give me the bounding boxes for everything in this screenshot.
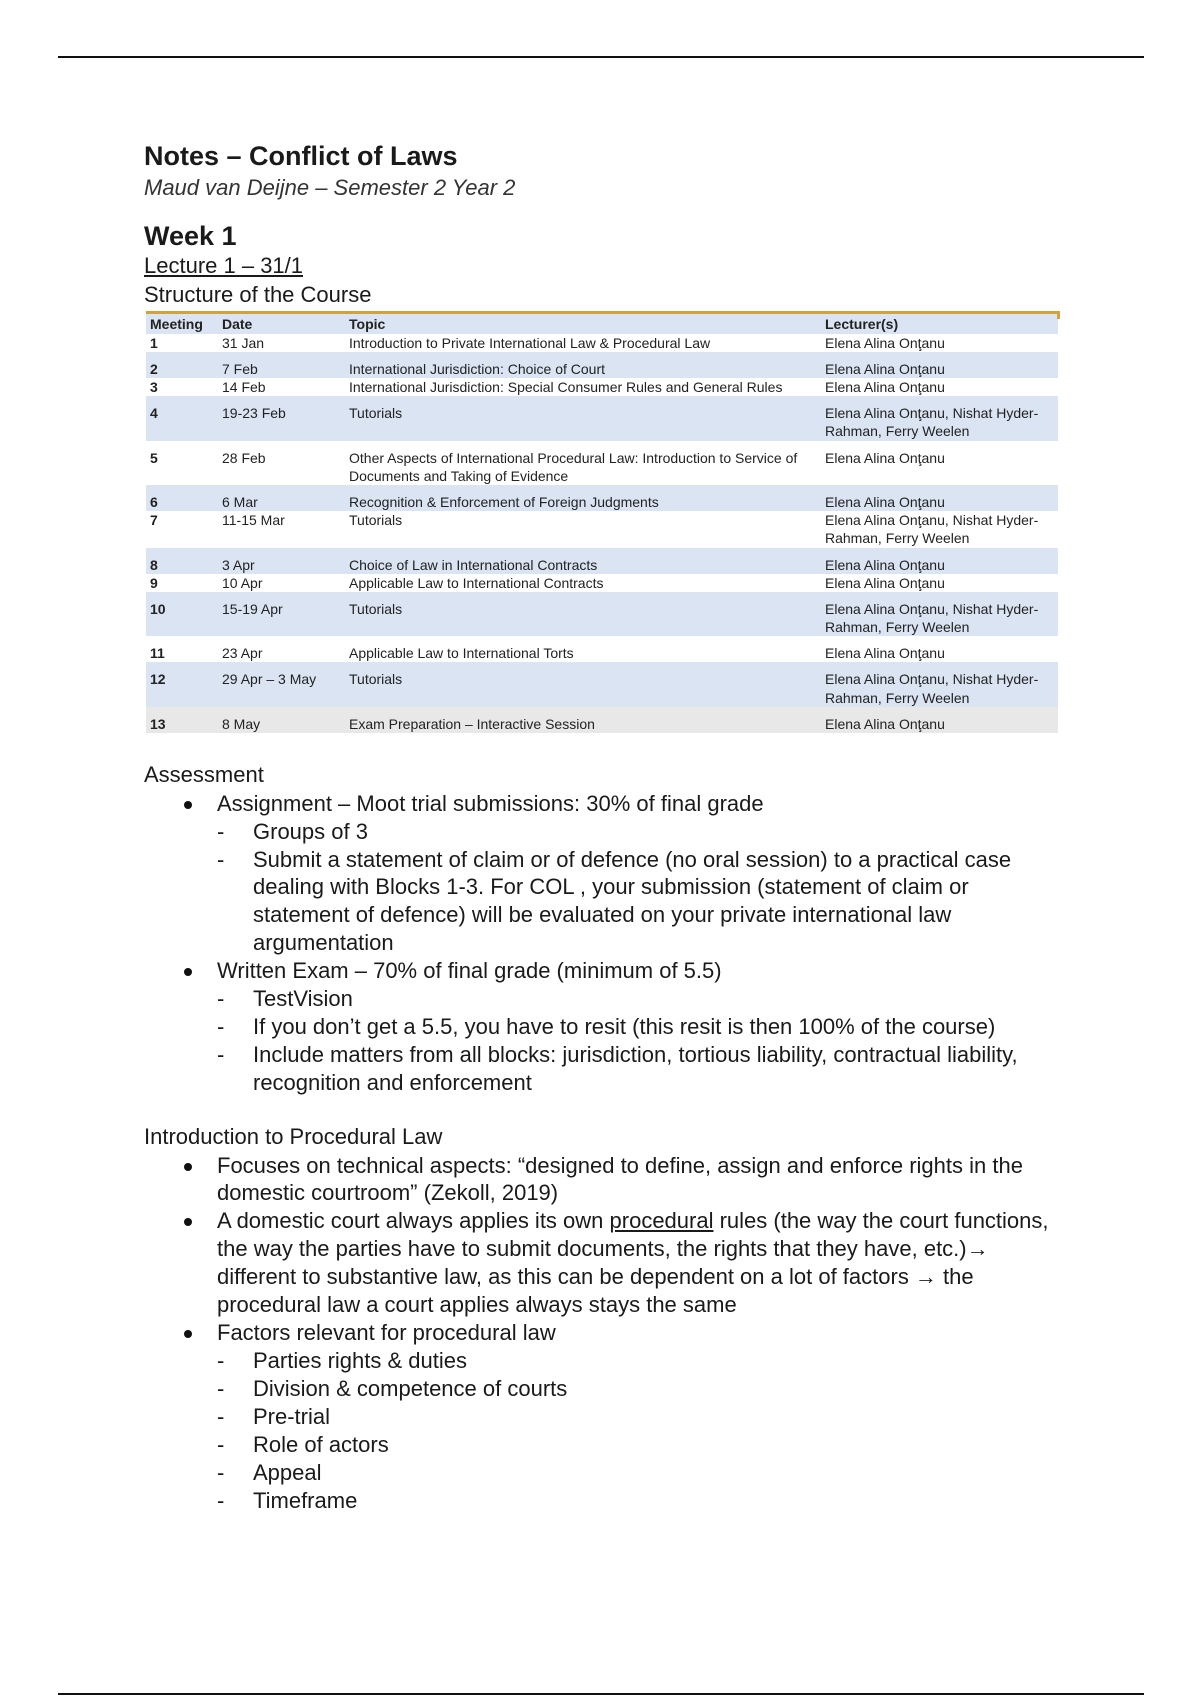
cell-lecturer: Elena Alina Onţanu, Nishat Hyder-Rahman, Ferry Weelen	[821, 592, 1058, 636]
list-item	[217, 1013, 1064, 1041]
cell-topic: Tutorials	[345, 662, 821, 706]
dash-icon: -	[217, 1376, 225, 1402]
cell-topic: Choice of Law in International Contracts	[345, 548, 821, 574]
table-row	[146, 485, 1058, 511]
factor-text: Role of actors	[253, 1431, 389, 1457]
cell-meeting: 11	[150, 645, 165, 662]
procedural-item-text: Factors relevant for procedural law	[217, 1320, 556, 1346]
cell-date: 29 Apr – 3 May	[218, 662, 345, 706]
cell-date: 6 Mar	[218, 485, 345, 511]
table-row	[146, 441, 1058, 485]
cell-topic: Applicable Law to International Torts	[349, 645, 574, 662]
list-item	[217, 985, 1064, 1013]
structure-heading: Structure of the Course	[144, 281, 372, 307]
cell-lecturer: Elena Alina Onţanu	[825, 334, 945, 351]
course-schedule-table	[146, 311, 1058, 733]
cell-lecturer: Elena Alina Onţanu	[825, 574, 945, 591]
procedural-list	[144, 1152, 1064, 1515]
dash-icon: -	[217, 1014, 225, 1040]
cell-meeting: 1	[150, 334, 158, 351]
factor-text: Timeframe	[253, 1487, 358, 1513]
column-header-topic: Topic	[345, 314, 821, 333]
cell-date: 28 Feb	[222, 449, 266, 466]
sub-item-text: If you don’t get a 5.5, you have to resit (this resit is then 100% of the course)	[253, 1014, 996, 1040]
cell-meeting: 3	[150, 379, 158, 396]
dash-icon: -	[217, 1487, 225, 1513]
cell-meeting: 7	[150, 512, 158, 529]
cell-lecturer: Elena Alina Onţanu	[825, 449, 945, 466]
table-row	[146, 707, 1058, 733]
list-item	[144, 790, 1064, 958]
cell-date: 19-23 Feb	[218, 396, 345, 440]
cell-date: 10 Apr	[222, 574, 263, 591]
procedural-item-text: rules (the way the court functions, the way the parties have to submit documents, the rights that they have, etc.)→ different to substantive law, as this can be dependent on a lot of factors → the procedural law a court applies always stays the same	[217, 1208, 1049, 1318]
cell-meeting: 10	[146, 592, 218, 636]
cell-lecturer: Elena Alina Onţanu, Nishat Hyder-Rahman, Ferry Weelen	[821, 396, 1058, 440]
dash-icon: -	[217, 818, 225, 844]
cell-date: 3 Apr	[218, 548, 345, 574]
cell-lecturer: Elena Alina Onţanu, Nishat Hyder-Rahman, Ferry Weelen	[821, 662, 1058, 706]
list-item	[217, 1041, 1064, 1097]
bullet-icon	[184, 801, 192, 809]
table-row	[146, 396, 1058, 440]
dash-icon: -	[217, 1459, 225, 1485]
cell-meeting: 5	[150, 449, 158, 466]
document-body	[144, 140, 1064, 1515]
procedural-heading: Introduction to Procedural Law	[144, 1123, 443, 1149]
table-row	[146, 662, 1058, 706]
column-header-date: Date	[218, 314, 345, 333]
cell-lecturer: Elena Alina Onţanu	[825, 645, 945, 662]
table-row	[146, 574, 1058, 592]
list-item	[217, 1487, 1064, 1515]
cell-date: 15-19 Apr	[218, 592, 345, 636]
header-rule	[58, 56, 1144, 58]
bullet-icon	[184, 1218, 192, 1226]
cell-meeting: 12	[146, 662, 218, 706]
cell-topic: Exam Preparation – Interactive Session	[345, 707, 821, 733]
list-item	[217, 1347, 1064, 1375]
cell-lecturer: Elena Alina Onţanu	[821, 352, 1058, 378]
sub-item-text: Submit a statement of claim or of defence (no oral session) to a practical case dealing with Blocks 1-3. For COL , your submission (statement of claim or statement of defence) will be evaluated on your private international law argumentation	[253, 846, 1012, 956]
list-item	[144, 1152, 1064, 1208]
assessment-heading: Assessment	[144, 762, 264, 788]
table-row	[146, 378, 1058, 396]
cell-meeting: 4	[146, 396, 218, 440]
factors-list	[217, 1347, 1064, 1515]
sub-list	[217, 985, 1064, 1097]
dash-icon: -	[217, 846, 225, 872]
cell-topic: International Jurisdiction: Choice of Court	[345, 352, 821, 378]
underlined-term: procedural	[609, 1208, 714, 1234]
list-item	[144, 957, 1064, 1097]
cell-topic: Tutorials	[349, 512, 403, 529]
bullet-icon	[184, 1163, 192, 1171]
table-row	[146, 548, 1058, 574]
cell-meeting: 13	[146, 707, 218, 733]
dash-icon: -	[217, 1348, 225, 1374]
list-item	[217, 1431, 1064, 1459]
cell-lecturer: Elena Alina Onţanu	[825, 379, 945, 396]
list-item	[217, 846, 1064, 958]
table-header-row	[146, 314, 1058, 333]
cell-date: 31 Jan	[222, 334, 265, 351]
cell-date: 23 Apr	[222, 645, 263, 662]
procedural-item-text: A domestic court always applies its own	[217, 1208, 610, 1234]
cell-topic: Applicable Law to International Contracts	[349, 574, 604, 591]
sub-item-text: Groups of 3	[253, 818, 368, 844]
assessment-list	[144, 790, 1064, 1097]
cell-topic: Recognition & Enforcement of Foreign Judgments	[345, 485, 821, 511]
factor-text: Pre-trial	[253, 1403, 331, 1429]
cell-meeting: 9	[150, 574, 158, 591]
document-title: Notes – Conflict of Laws	[144, 141, 458, 171]
table-row	[146, 334, 1058, 352]
cell-meeting: 8	[146, 548, 218, 574]
list-item	[217, 1375, 1064, 1403]
list-item	[217, 818, 1064, 846]
cell-lecturer: Elena Alina Onţanu, Nishat Hyder-Rahman, Ferry Weelen	[825, 512, 1039, 547]
sub-list	[217, 818, 1064, 958]
cell-date: 8 May	[218, 707, 345, 733]
factor-text: Parties rights & duties	[253, 1348, 467, 1374]
list-item	[217, 1459, 1064, 1487]
cell-date: 7 Feb	[218, 352, 345, 378]
cell-meeting: 2	[146, 352, 218, 378]
table-row	[146, 636, 1058, 662]
cell-date: 11-15 Mar	[222, 512, 285, 529]
list-item	[144, 1319, 1064, 1515]
cell-date: 14 Feb	[222, 379, 266, 396]
cell-meeting: 6	[146, 485, 218, 511]
cell-topic: Introduction to Private International Law & Procedural Law	[349, 334, 711, 351]
lecture-heading: Lecture 1 – 31/1	[144, 253, 304, 279]
table-row	[146, 352, 1058, 378]
table-row	[146, 592, 1058, 636]
dash-icon: -	[217, 1431, 225, 1457]
assessment-assignment: Assignment – Moot trial submissions: 30% of final grade	[217, 790, 764, 816]
sub-item-text: Include matters from all blocks: jurisdiction, tortious liability, contractual liability, recognition and enforcement	[253, 1042, 1018, 1096]
assessment-exam: Written Exam – 70% of final grade (minimum of 5.5)	[217, 958, 722, 984]
list-item	[217, 1403, 1064, 1431]
bullet-icon	[184, 1330, 192, 1338]
dash-icon: -	[217, 1403, 225, 1429]
column-header-lecturer: Lecturer(s)	[821, 314, 1058, 333]
sub-item-text: TestVision	[253, 986, 353, 1012]
cell-lecturer: Elena Alina Onţanu	[821, 548, 1058, 574]
dash-icon: -	[217, 986, 225, 1012]
table-row	[146, 511, 1058, 547]
cell-topic: International Jurisdiction: Special Consumer Rules and General Rules	[349, 379, 783, 396]
list-item	[144, 1207, 1064, 1319]
cell-lecturer: Elena Alina Onţanu	[821, 707, 1058, 733]
cell-topic: Tutorials	[345, 396, 821, 440]
cell-lecturer: Elena Alina Onţanu	[821, 485, 1058, 511]
week-heading: Week 1	[144, 221, 237, 252]
column-header-meeting: Meeting	[146, 314, 218, 333]
dash-icon: -	[217, 1042, 225, 1068]
bullet-icon	[184, 968, 192, 976]
cell-topic: Other Aspects of International Procedural Law: Introduction to Service of Documents and Taking of Evidence	[349, 449, 798, 484]
document-subtitle: Maud van Deijne – Semester 2 Year 2	[144, 174, 516, 200]
footer-rule	[58, 1693, 1144, 1695]
procedural-item-text: Focuses on technical aspects: “designed to define, assign and enforce rights in the domestic courtroom” (Zekoll, 2019)	[217, 1152, 1023, 1206]
factor-text: Division & competence of courts	[253, 1376, 568, 1402]
cell-topic: Tutorials	[345, 592, 821, 636]
factor-text: Appeal	[253, 1459, 322, 1485]
